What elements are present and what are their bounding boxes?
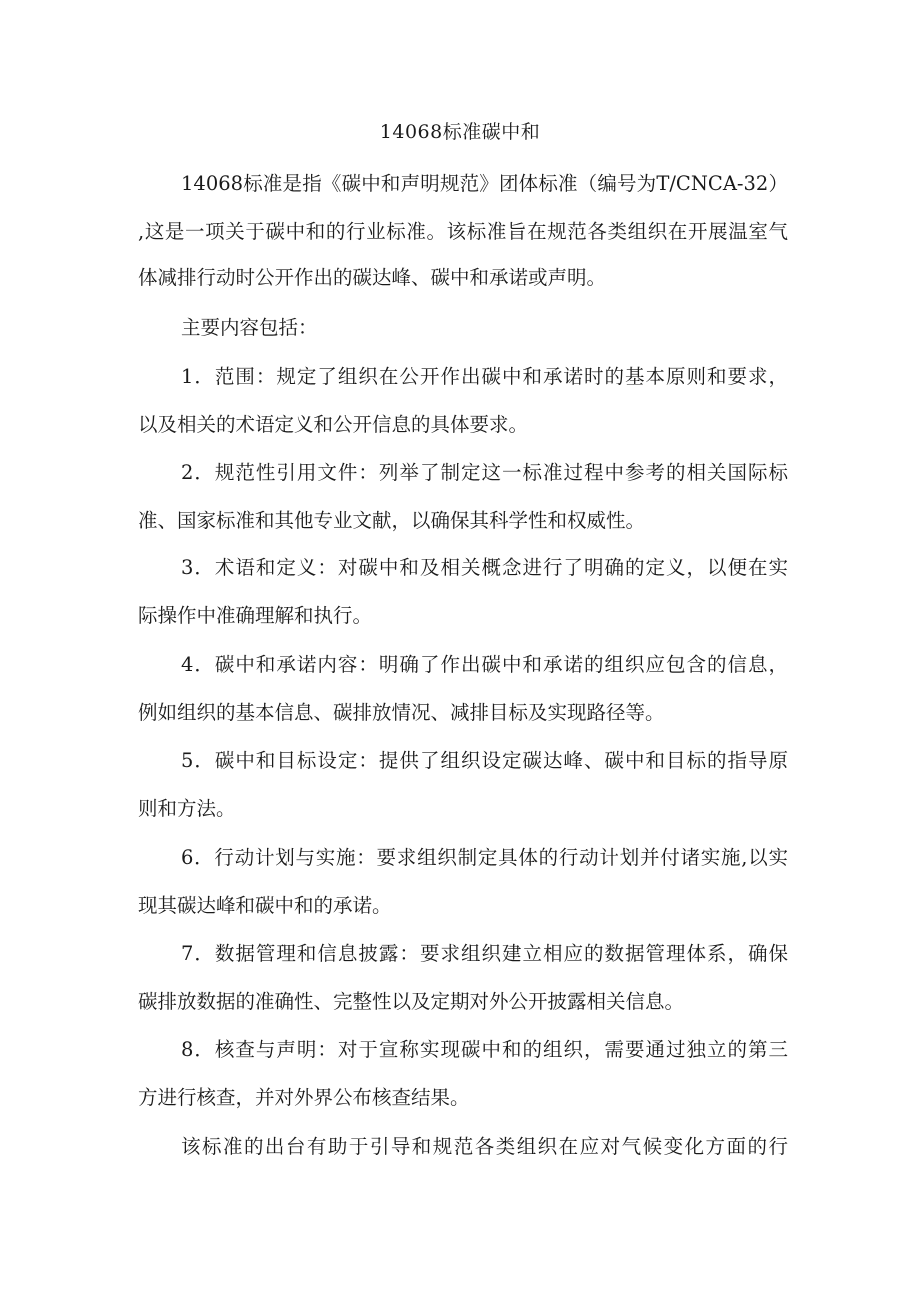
text-line: 则和方法。 xyxy=(138,797,236,820)
text-line: ,这是一项关于碳中和的行业标准。该标准旨在规范各类组织在开展温室气 xyxy=(138,220,788,243)
text-line: 际操作中准确理解和执行。 xyxy=(138,604,373,627)
text-line: 5．碳中和目标设定：提供了组织设定碳达峰、碳中和目标的指导原 xyxy=(181,749,788,772)
text-line: 该标准的出台有助于引导和规范各类组织在应对气候变化方面的行 xyxy=(181,1135,788,1158)
text-line: 以及相关的术语定义和公开信息的具体要求。 xyxy=(138,413,529,436)
text-line: 现其碳达峰和碳中和的承诺。 xyxy=(138,894,392,917)
text-line: 3．术语和定义：对碳中和及相关概念进行了明确的定义，以便在实 xyxy=(181,556,788,579)
text-line: 方进行核查，并对外界公布核查结果。 xyxy=(138,1086,470,1109)
text-line: 主要内容包括： xyxy=(181,316,318,339)
text-line: 7．数据管理和信息披露：要求组织建立相应的数据管理体系，确保 xyxy=(181,942,788,965)
text-line: 2．规范性引用文件：列举了制定这一标准过程中参考的相关国际标 xyxy=(181,461,788,484)
text-line: 碳排放数据的准确性、完整性以及定期对外公开披露相关信息。 xyxy=(138,990,685,1013)
text-line: 准、国家标准和其他专业文献，以确保其科学性和权威性。 xyxy=(138,509,646,532)
text-line: 14068标准是指《碳中和声明规范》团体标准（编号为T/CNCA-32） xyxy=(181,172,788,195)
text-line: 8．核查与声明：对于宣称实现碳中和的组织，需要通过独立的第三 xyxy=(181,1038,788,1061)
text-line: 6．行动计划与实施：要求组织制定具体的行动计划并付诸实施,以实 xyxy=(181,846,788,869)
text-line: 1．范围：规定了组织在公开作出碳中和承诺时的基本原则和要求， xyxy=(181,365,788,388)
text-line: 体减排行动时公开作出的碳达峰、碳中和承诺或声明。 xyxy=(138,266,607,289)
text-line: 例如组织的基本信息、碳排放情况、减排目标及实现路径等。 xyxy=(138,701,665,724)
text-line: 4．碳中和承诺内容：明确了作出碳中和承诺的组织应包含的信息， xyxy=(181,653,788,676)
document-title: 14068标准碳中和 xyxy=(379,121,541,143)
